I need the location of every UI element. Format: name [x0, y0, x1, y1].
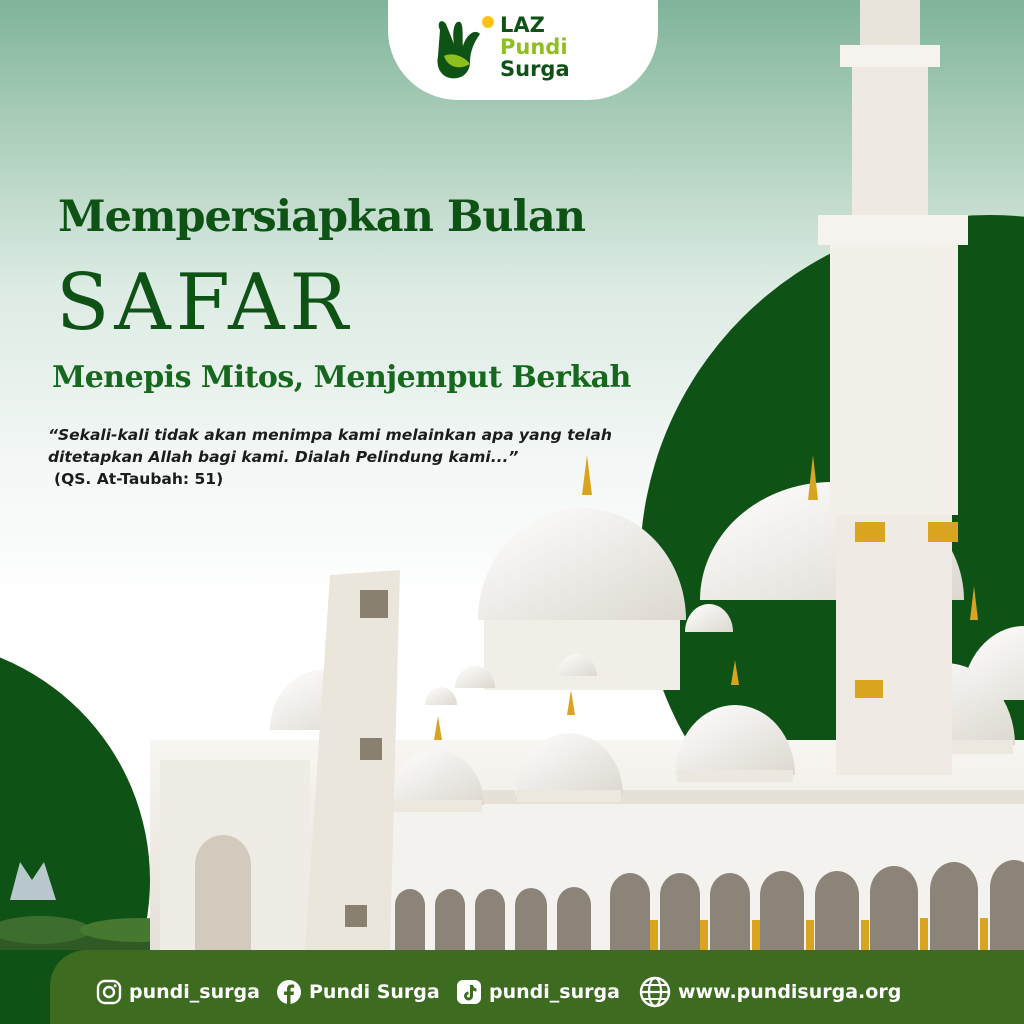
website-link[interactable]	[639, 969, 901, 1015]
logo-line-pundi: Pundi	[500, 35, 568, 59]
globe-icon	[639, 976, 671, 1008]
quote-text: “Sekali-kali tidak akan menimpa kami melainkan apa yang telah ditetapkan Allah bagi kami. Dialah Pelindung kami...”	[48, 426, 612, 466]
quote-reference: (QS. At-Taubah: 51)	[54, 470, 224, 488]
instagram-link[interactable]	[96, 969, 260, 1015]
instagram-handle: pundi_surga	[129, 981, 260, 1003]
tiktok-icon	[456, 979, 482, 1005]
tiktok-handle: pundi_surga	[489, 981, 620, 1003]
website-url: www.pundisurga.org	[678, 981, 902, 1003]
tiktok-link[interactable]	[456, 969, 620, 1015]
instagram-icon	[96, 979, 122, 1005]
facebook-link[interactable]	[276, 969, 440, 1015]
facebook-icon	[276, 979, 302, 1005]
logo-line-surga: Surga	[500, 57, 570, 81]
headline-safar: SAFAR	[56, 258, 354, 348]
headline-line1: Mempersiapkan Bulan	[58, 192, 585, 242]
logo-line-laz: LAZ	[500, 13, 545, 37]
headline-subtitle: Menepis Mitos, Menjemput Berkah	[52, 360, 631, 395]
facebook-name: Pundi Surga	[309, 981, 440, 1003]
